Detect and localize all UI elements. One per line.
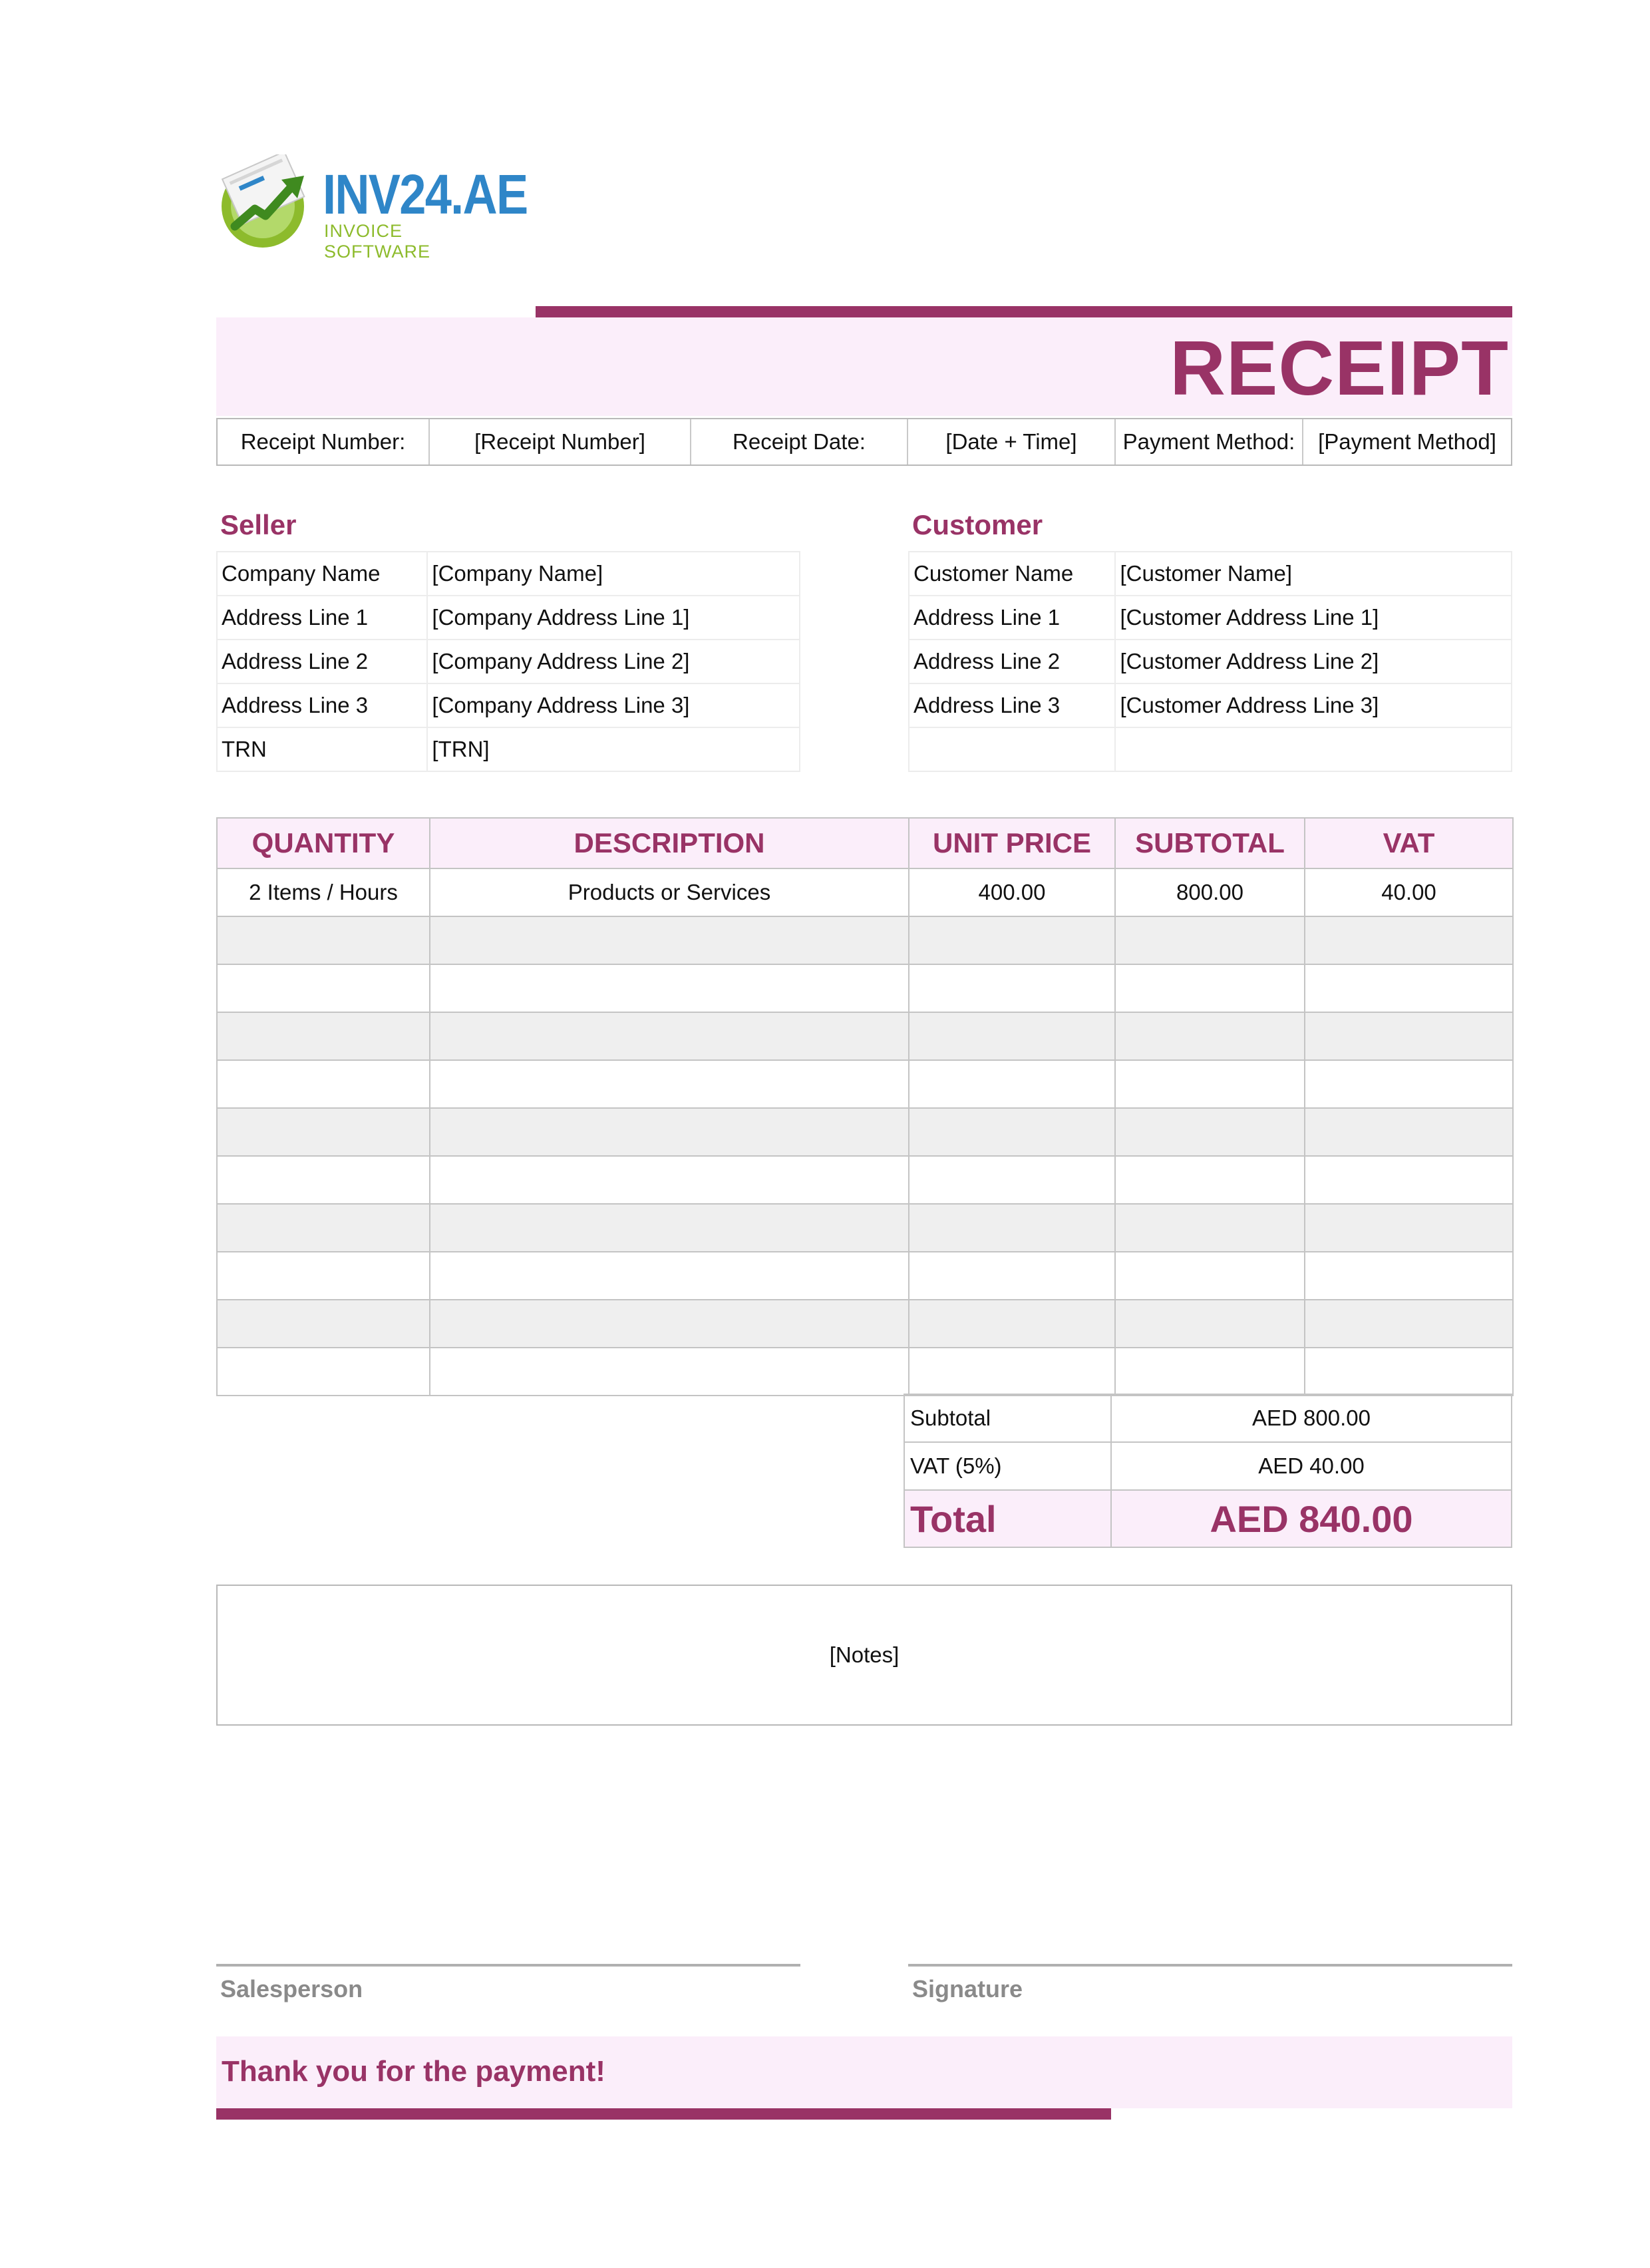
payment-method-label: Payment Method: bbox=[1116, 419, 1303, 465]
table-row bbox=[217, 1156, 1513, 1204]
customer-row bbox=[909, 640, 1512, 683]
cell-quantity[interactable] bbox=[217, 1060, 430, 1108]
cell-description[interactable] bbox=[430, 1108, 909, 1156]
cell-quantity[interactable] bbox=[217, 1348, 430, 1396]
cell-unit-price[interactable] bbox=[909, 1156, 1115, 1204]
receipt-number-field[interactable]: [Receipt Number] bbox=[430, 419, 691, 465]
table-row bbox=[217, 1012, 1513, 1060]
thank-you-message: Thank you for the payment! bbox=[222, 2055, 605, 2088]
cell-quantity[interactable] bbox=[217, 1252, 430, 1300]
table-row bbox=[217, 916, 1513, 964]
cell-description[interactable] bbox=[430, 1060, 909, 1108]
cell-subtotal[interactable] bbox=[1115, 1156, 1305, 1204]
cell-description[interactable] bbox=[430, 1204, 909, 1252]
customer-field-value[interactable] bbox=[1115, 727, 1512, 771]
subtotal-row bbox=[904, 1394, 1512, 1442]
receipt-date-label: Receipt Date: bbox=[691, 419, 908, 465]
items-table bbox=[216, 817, 1514, 1396]
cell-vat[interactable] bbox=[1305, 1012, 1513, 1060]
cell-subtotal[interactable] bbox=[1115, 1012, 1305, 1060]
table-row bbox=[217, 1300, 1513, 1348]
customer-field-value[interactable]: [Customer Address Line 2] bbox=[1115, 640, 1512, 683]
seller-row bbox=[217, 552, 800, 596]
seller-field-value[interactable]: [Company Name] bbox=[427, 552, 800, 596]
seller-field-value[interactable]: [Company Address Line 3] bbox=[427, 683, 800, 727]
cell-vat[interactable] bbox=[1305, 964, 1513, 1012]
customer-field-label bbox=[909, 727, 1115, 771]
cell-unit-price[interactable] bbox=[909, 916, 1115, 964]
cell-description[interactable] bbox=[430, 1348, 909, 1396]
notes-text: [Notes] bbox=[829, 1642, 900, 1667]
cell-subtotal[interactable] bbox=[1115, 1300, 1305, 1348]
cell-description[interactable] bbox=[430, 916, 909, 964]
total-label: Total bbox=[904, 1490, 1111, 1547]
customer-field-label: Address Line 3 bbox=[909, 683, 1115, 727]
signature-label: Signature bbox=[912, 1975, 1023, 2002]
cell-description[interactable] bbox=[430, 1300, 909, 1348]
cell-unit-price[interactable] bbox=[909, 1108, 1115, 1156]
receipt-info-row bbox=[216, 418, 1512, 466]
cell-vat[interactable] bbox=[1305, 1204, 1513, 1252]
cell-vat[interactable] bbox=[1305, 916, 1513, 964]
cell-vat[interactable] bbox=[1305, 1300, 1513, 1348]
cell-subtotal[interactable] bbox=[1115, 1204, 1305, 1252]
cell-unit-price[interactable] bbox=[909, 1204, 1115, 1252]
seller-field-label: TRN bbox=[217, 727, 427, 771]
cell-subtotal[interactable]: 800.00 bbox=[1115, 868, 1305, 916]
customer-row bbox=[909, 552, 1512, 596]
cell-unit-price[interactable] bbox=[909, 1012, 1115, 1060]
notes-box[interactable] bbox=[216, 1585, 1512, 1726]
seller-row bbox=[217, 683, 800, 727]
cell-description[interactable] bbox=[430, 1252, 909, 1300]
column-header-quantity: QUANTITY bbox=[217, 818, 430, 868]
cell-vat[interactable] bbox=[1305, 1252, 1513, 1300]
logo-tagline: INVOICE SOFTWARE bbox=[324, 221, 430, 262]
cell-quantity[interactable] bbox=[217, 1108, 430, 1156]
seller-field-value[interactable]: [TRN] bbox=[427, 727, 800, 771]
seller-table bbox=[216, 551, 800, 772]
items-header-row bbox=[217, 818, 1513, 868]
subtotal-label: Subtotal bbox=[904, 1394, 1111, 1442]
column-header-description: DESCRIPTION bbox=[430, 818, 909, 868]
customer-title: Customer bbox=[912, 509, 1043, 540]
column-header-subtotal: SUBTOTAL bbox=[1115, 818, 1305, 868]
customer-row bbox=[909, 727, 1512, 771]
cell-vat[interactable] bbox=[1305, 1060, 1513, 1108]
customer-row bbox=[909, 683, 1512, 727]
payment-method-field[interactable]: [Payment Method] bbox=[1318, 429, 1496, 454]
cell-vat[interactable] bbox=[1305, 1348, 1513, 1396]
customer-field-label: Address Line 1 bbox=[909, 596, 1115, 640]
seller-field-label: Address Line 1 bbox=[217, 596, 427, 640]
cell-quantity[interactable] bbox=[217, 1156, 430, 1204]
vat-row bbox=[904, 1442, 1512, 1490]
receipt-number-label: Receipt Number: bbox=[218, 419, 430, 465]
seller-row bbox=[217, 727, 800, 771]
table-row bbox=[217, 1108, 1513, 1156]
logo-name: INV24.AE bbox=[323, 163, 528, 226]
cell-unit-price[interactable] bbox=[909, 1348, 1115, 1396]
salesperson-line[interactable] bbox=[216, 1964, 800, 1967]
document-title: RECEIPT bbox=[1170, 325, 1509, 411]
cell-quantity[interactable] bbox=[217, 1012, 430, 1060]
total-row bbox=[904, 1490, 1512, 1547]
table-row bbox=[217, 1348, 1513, 1396]
cell-quantity[interactable]: 2 Items / Hours bbox=[217, 868, 430, 916]
cell-unit-price[interactable]: 400.00 bbox=[909, 868, 1115, 916]
signature-line[interactable] bbox=[908, 1964, 1512, 1967]
column-header-vat: VAT bbox=[1305, 818, 1513, 868]
cell-unit-price[interactable] bbox=[909, 1252, 1115, 1300]
salesperson-label: Salesperson bbox=[220, 1975, 363, 2002]
customer-field-value[interactable]: [Customer Name] bbox=[1115, 552, 1512, 596]
cell-vat[interactable] bbox=[1305, 1156, 1513, 1204]
customer-row bbox=[909, 596, 1512, 640]
cell-quantity[interactable] bbox=[217, 964, 430, 1012]
top-accent-bar bbox=[536, 306, 1512, 317]
company-logo bbox=[216, 154, 528, 262]
seller-field-label: Address Line 2 bbox=[217, 640, 427, 683]
cell-vat[interactable]: 40.00 bbox=[1305, 868, 1513, 916]
seller-row bbox=[217, 640, 800, 683]
column-header-unit-price: UNIT PRICE bbox=[909, 818, 1115, 868]
customer-field-value[interactable]: [Customer Address Line 1] bbox=[1115, 596, 1512, 640]
customer-field-value[interactable]: [Customer Address Line 3] bbox=[1115, 683, 1512, 727]
seller-field-value[interactable]: [Company Address Line 2] bbox=[427, 640, 800, 683]
customer-field-label: Address Line 2 bbox=[909, 640, 1115, 683]
cell-subtotal[interactable] bbox=[1115, 1252, 1305, 1300]
cell-subtotal[interactable] bbox=[1115, 964, 1305, 1012]
table-row bbox=[217, 964, 1513, 1012]
bottom-accent-bar bbox=[216, 2108, 1111, 2120]
seller-title: Seller bbox=[220, 509, 297, 540]
vat-label: VAT (5%) bbox=[904, 1442, 1111, 1490]
customer-field-label: Customer Name bbox=[909, 552, 1115, 596]
subtotal-value: AED 800.00 bbox=[1111, 1394, 1512, 1442]
seller-field-label: Address Line 3 bbox=[217, 683, 427, 727]
table-row bbox=[217, 1060, 1513, 1108]
table-row bbox=[217, 868, 1513, 916]
seller-field-label: Company Name bbox=[217, 552, 427, 596]
cell-unit-price[interactable] bbox=[909, 1300, 1115, 1348]
cell-description[interactable]: Products or Services bbox=[430, 868, 909, 916]
seller-field-value[interactable]: [Company Address Line 1] bbox=[427, 596, 800, 640]
cell-subtotal[interactable] bbox=[1115, 916, 1305, 964]
totals-table bbox=[904, 1394, 1512, 1548]
cell-unit-price[interactable] bbox=[909, 1060, 1115, 1108]
cell-quantity[interactable] bbox=[217, 916, 430, 964]
cell-description[interactable] bbox=[430, 1156, 909, 1204]
cell-vat[interactable] bbox=[1305, 1108, 1513, 1156]
total-value: AED 840.00 bbox=[1111, 1490, 1512, 1547]
cell-unit-price[interactable] bbox=[909, 964, 1115, 1012]
cell-subtotal[interactable] bbox=[1115, 1060, 1305, 1108]
receipt-date-field[interactable]: [Date + Time] bbox=[908, 419, 1116, 465]
cell-subtotal[interactable] bbox=[1115, 1108, 1305, 1156]
vat-value: AED 40.00 bbox=[1111, 1442, 1512, 1490]
cell-quantity[interactable] bbox=[217, 1204, 430, 1252]
customer-table bbox=[908, 551, 1512, 772]
cell-subtotal[interactable] bbox=[1115, 1348, 1305, 1396]
table-row bbox=[217, 1252, 1513, 1300]
cell-description[interactable] bbox=[430, 964, 909, 1012]
seller-row bbox=[217, 596, 800, 640]
table-row bbox=[217, 1204, 1513, 1252]
cell-quantity[interactable] bbox=[217, 1300, 430, 1348]
cell-description[interactable] bbox=[430, 1012, 909, 1060]
logo-emblem-icon bbox=[216, 154, 316, 251]
